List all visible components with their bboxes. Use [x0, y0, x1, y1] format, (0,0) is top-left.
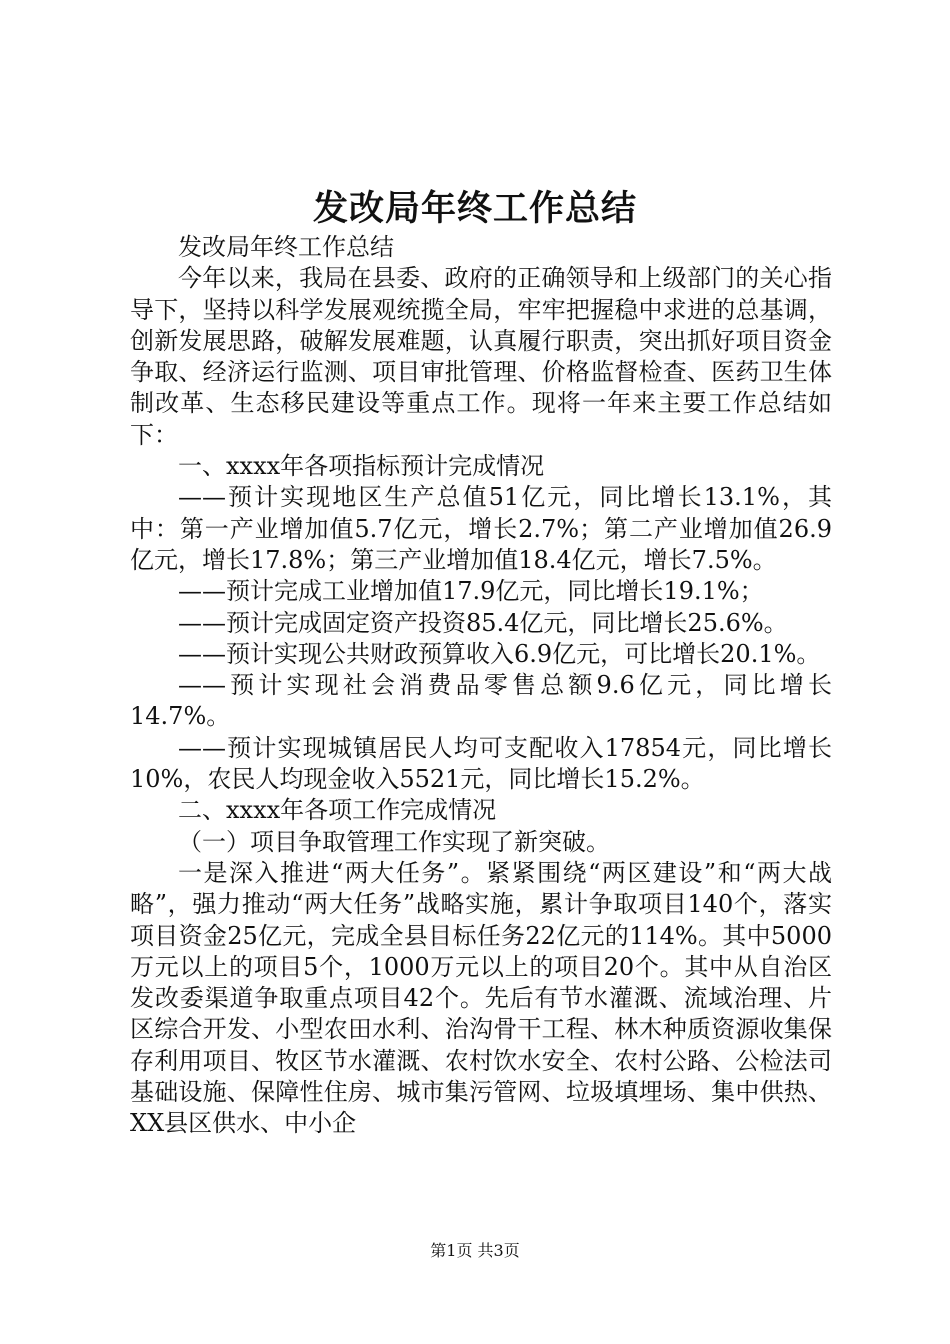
- indicator-item: ——预计实现地区生产总值51亿元，同比增长13.1%，其中：第一产业增加值5.7亿元，增长2.7%；第二产业增加值26.9亿元，增长17.8%；第三产业增加值18.4亿元，增长7.5%。: [130, 483, 832, 574]
- section-heading-1: 一、xxxx年各项指标预计完成情况: [178, 452, 545, 481]
- section-heading-2: 二、xxxx年各项工作完成情况: [178, 796, 497, 825]
- page-footer: 第1页 共3页: [430, 1241, 520, 1260]
- paragraph-intro: 今年以来，我局在县委、政府的正确领导和上级部门的关心指导下，坚持以科学发展观统揽全局，牢牢把握稳中求进的总基调，创新发展思路，破解发展难题，认真履行职责，突出抓好项目资金争取、经济运行监测、项目审批管理、价格监督检查、医药卫生体制改革、生态移民建设等重点工作。现将一年来主要工作总结如下：: [130, 264, 832, 449]
- indicator-item: ——预计实现社会消费品零售总额9.6亿元，同比增长14.7%。: [130, 671, 832, 731]
- paragraph-subtitle: 发改局年终工作总结: [178, 233, 394, 261]
- paragraph-body: 一是深入推进“两大任务”。紧紧围绕“两区建设”和“两大战略”，强力推动“两大任务”战略实施，累计争取项目140个，落实项目资金25亿元，完成全县目标任务22亿元的114%。其中5000万元以上的项目5个，1000万元以上的项目20个。其中从自治区发改委渠道争取重点项目42个。先后有节水灌溉、流域治理、片区综合开发、小型农田水利、治沟骨干工程、林木种质资源收集保存利用项目、牧区节水灌溉、农村饮水安全、农村公路、公检法司基础设施、保障性住房、城市集污管网、垃圾填埋场、集中供热、XX县区供水、中小企: [130, 858, 832, 1138]
- document-body: [130, 232, 832, 1140]
- indicator-item: ——预计实现城镇居民人均可支配收入17854元，同比增长10%，农民人均现金收入5521元，同比增长15.2%。: [130, 733, 832, 794]
- subsection-heading: （一）项目争取管理工作实现了新突破。: [178, 827, 610, 856]
- document-title: 发改局年终工作总结: [312, 188, 637, 229]
- indicator-item: ——预计完成固定资产投资85.4亿元，同比增长25.6%。: [178, 608, 788, 637]
- indicator-item: ——预计完成工业增加值17.9亿元，同比增长19.1%；: [178, 577, 764, 606]
- indicator-item: ——预计实现公共财政预算收入6.9亿元，可比增长20.1%。: [178, 639, 821, 668]
